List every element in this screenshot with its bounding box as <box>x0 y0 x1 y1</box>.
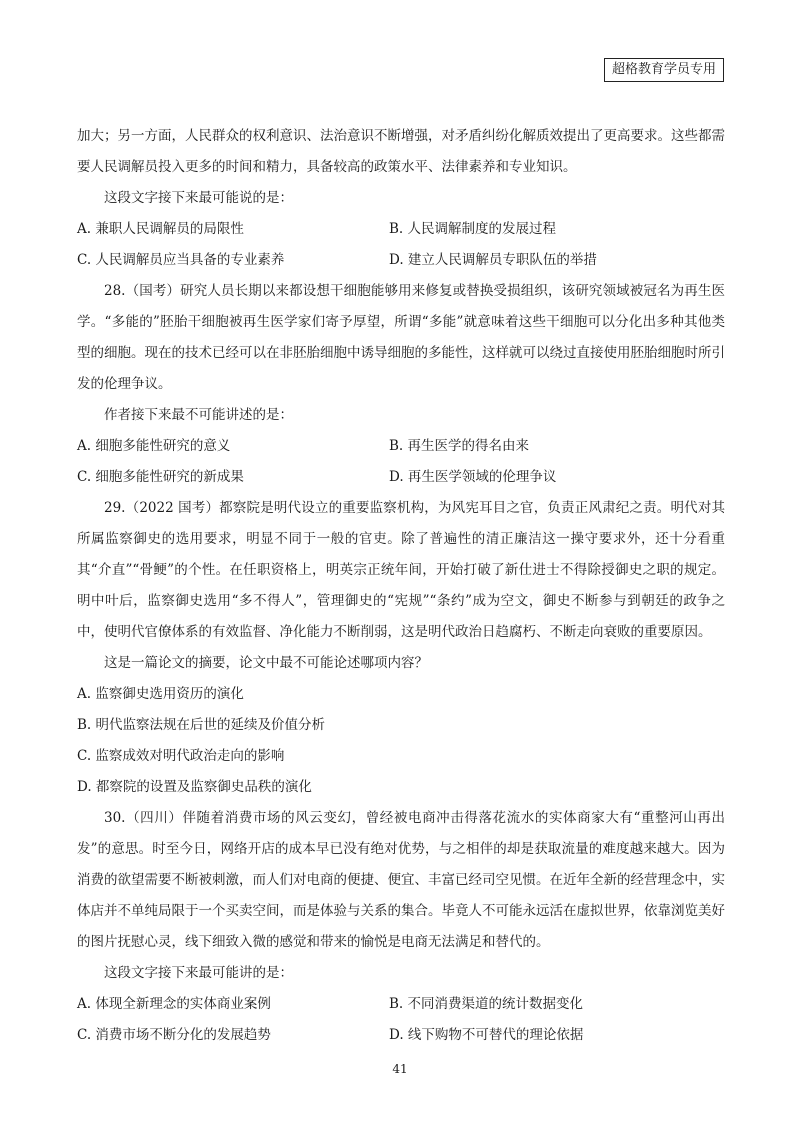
q30-options-row-2 <box>77 1020 725 1051</box>
intro-question: 这段文字接下来最可能说的是： <box>104 190 293 206</box>
page-number: 41 <box>392 1062 408 1076</box>
option-d: D. 建立人民调解员专职队伍的举措 <box>389 252 597 268</box>
option-a: A. 兼职人民调解员的局限性 <box>77 221 244 237</box>
option-b: B. 明代监察法规在后世的延续及价值分析 <box>77 717 326 733</box>
intro-options-row-1 <box>77 214 725 245</box>
option-b: B. 不同消费渠道的统计数据变化 <box>389 996 584 1012</box>
q29-paragraph: 29.（2022 国考）都察院是明代设立的重要监察机构，为风宪耳目之官，负责正风肃纪之责。明代对其所属监察御史的选用要求，明显不同于一般的官吏。除了普遍性的清正廉洁这一操守要求外，还十分看重其“介直”“骨鲠”的个性。在任职资格上，明英宗正统年间，开始打破了新仕进士不得除授御史之职的规定。明中叶后，监察御史选用“多不得人”，管理御史的“宪规”“条约”成为空文，御史不断参与到朝廷的政争之中，使明代官僚体系的有效监督、净化能力不断削弱，这是明代政治日趋腐朽、不断走向衰败的重要原因。 <box>77 500 725 640</box>
option-d: D. 再生医学领域的伦理争议 <box>389 469 557 485</box>
intro-options-row-2 <box>77 245 725 276</box>
page-content <box>77 121 725 1051</box>
option-c: C. 消费市场不断分化的发展趋势 <box>77 1027 271 1043</box>
option-b: B. 人民调解制度的发展过程 <box>389 221 557 237</box>
q30-question: 这段文字接下来最可能讲的是： <box>104 965 293 981</box>
option-a: A. 细胞多能性研究的意义 <box>77 438 231 454</box>
q30-paragraph: 30.（四川）伴随着消费市场的风云变幻，曾经被电商冲击得落花流水的实体商家大有“重整河山再出发”的意思。时至今日，网络开店的成本早已没有绝对优势，与之相伴的却是获取流量的难度越来越大。因为消费的欲望需要不断被刺激，而人们对电商的便捷、便宜、丰富已经司空见惯。在近年全新的经营理念中，实体店并不单纯局限于一个买卖空间，而是体验与关系的集合。毕竟人不可能永远活在虚拟世界，依靠浏览美好的图片抚慰心灵，线下细致入微的感觉和带来的愉悦是电商无法满足和替代的。 <box>77 810 725 950</box>
option-c: C. 监察成效对明代政治走向的影响 <box>77 748 285 764</box>
option-c: C. 细胞多能性研究的新成果 <box>77 469 244 485</box>
option-b: B. 再生医学的得名由来 <box>389 438 530 454</box>
q28-options-row-2 <box>77 462 725 493</box>
q29-question: 这是一篇论文的摘要，论文中最不可能论述哪项内容？ <box>104 655 428 671</box>
option-c: C. 人民调解员应当具备的专业素养 <box>77 252 285 268</box>
q28-question: 作者接下来最不可能讲述的是： <box>104 407 293 423</box>
intro-paragraph: 加大；另一方面，人民群众的权利意识、法治意识不断增强，对矛盾纠纷化解质效提出了更高要求。这些都需要人民调解员投入更多的时间和精力，具备较高的政策水平、法律素养和专业知识。 <box>77 128 725 175</box>
q28-options-row-1 <box>77 431 725 462</box>
watermark-label: 超格教育学员专用 <box>604 58 724 82</box>
option-a: A. 监察御史选用资历的演化 <box>77 686 244 702</box>
option-d: D. 都察院的设置及监察御史品秩的演化 <box>77 779 312 795</box>
option-d: D. 线下购物不可替代的理论依据 <box>389 1027 584 1043</box>
option-a: A. 体现全新理念的实体商业案例 <box>77 996 271 1012</box>
q28-paragraph: 28.（国考）研究人员长期以来都设想干细胞能够用来修复或替换受损组织，该研究领域被冠名为再生医学。“多能的”胚胎干细胞被再生医学家们寄予厚望，所谓“多能”就意味着这些干细胞可以分化出多种其他类型的细胞。现在的技术已经可以在非胚胎细胞中诱导细胞的多能性，这样就可以绕过直接使用胚胎细胞时所引发的伦理争议。 <box>77 283 725 392</box>
q30-options-row-1 <box>77 989 725 1020</box>
